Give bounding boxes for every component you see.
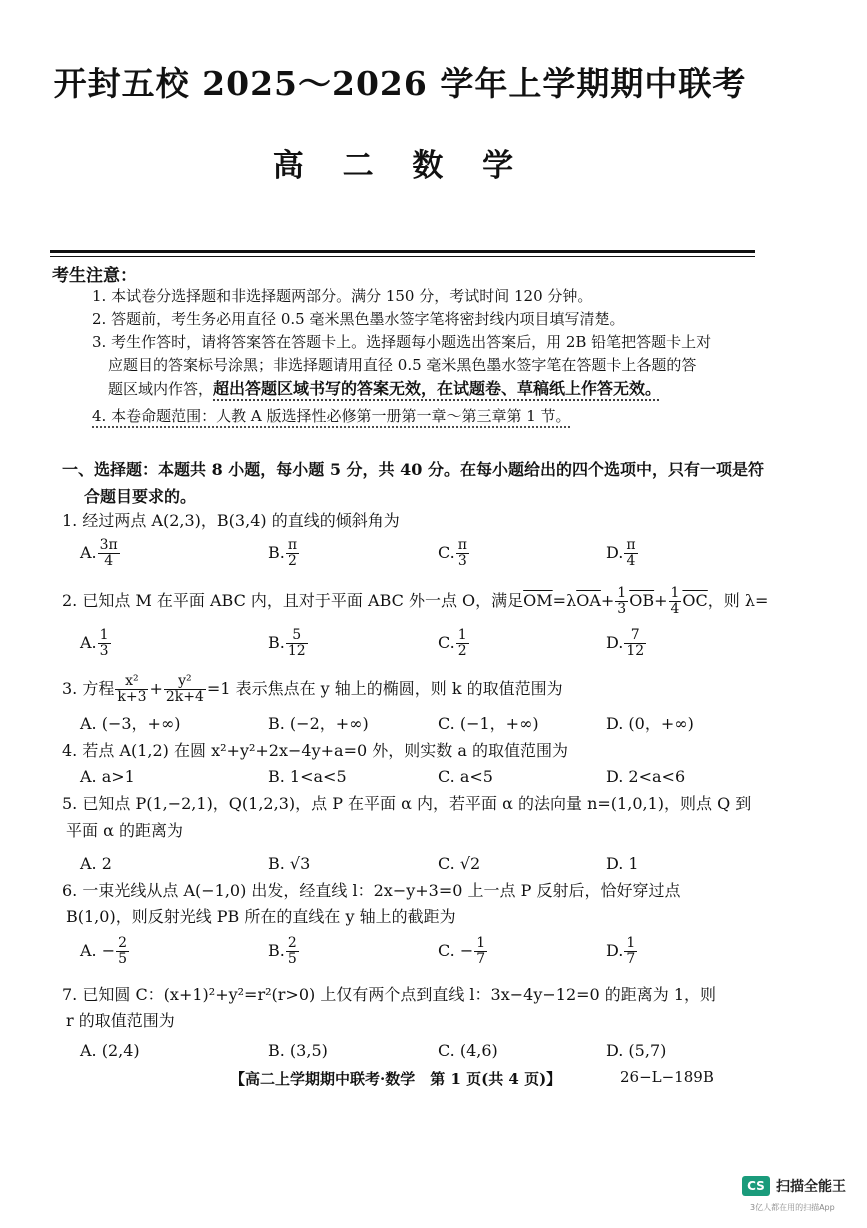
- question-3-option-c: C. (−1，+∞): [438, 714, 539, 733]
- question-6-option-c: C. − $\frac{1}{7}$: [438, 935, 486, 967]
- question-2-option-c: C. $\frac{1}{2}$: [438, 627, 467, 659]
- question-5-option-d: D. 1: [606, 854, 639, 873]
- question-2-option-a: A. $\frac{1}{3}$: [80, 627, 109, 659]
- question-4-stem: 4. 若点 A(1,2) 在圆 x²+y²+2x−4y+a=0 外，则实数 a 的取值范围为: [62, 741, 568, 760]
- notice-item-2: 2. 答题前，考生务必用直径 0.5 毫米黑色墨水签字笔将密封线内项目填写清楚。: [92, 310, 625, 328]
- question-7-option-b: B. (3,5): [268, 1041, 328, 1060]
- notice-item-1: 1. 本试卷分选择题和非选择题两部分。满分 150 分，考试时间 120 分钟。: [92, 287, 593, 305]
- question-1-option-b: B. $\frac{\pi}{2}$: [268, 537, 298, 569]
- notice-item-3-end-text: 题区域内作答，: [108, 380, 214, 398]
- section-heading-line2: 合题目要求的。: [84, 487, 197, 506]
- question-4-option-d: D. 2<a<6: [606, 767, 686, 786]
- header-rule-thick: [50, 250, 755, 253]
- notice-item-3-end: [108, 378, 661, 400]
- question-3-stem: 3. 方程 $\frac{\text{x²}}{k+3}$ + $\frac{\text{y²}}{2k+4}$ =1 表示焦点在 y 轴上的椭圆，则 k 的取值范围为: [62, 673, 563, 705]
- question-2-stem: 2. 已知点 M 在平面 ABC 内，且对于平面 ABC 外一点 O，满足$\overline{OM}=\lambda\overline{OA}+$ $\frac{1}{3}$ $\overline{OB}+$ $\frac{1}{4}$ $\overline{OC}$，则 λ=: [62, 585, 769, 617]
- question-5-line2: 平面 α 的距离为: [66, 821, 183, 840]
- notice-emphasis: 超出答题区域书写的答案无效，在试题卷、草稿纸上作答无效。: [213, 379, 662, 398]
- question-4-option-a: A. a>1: [80, 767, 135, 786]
- scanner-tagline: 3亿人都在用的扫描App: [750, 1203, 835, 1212]
- question-7-option-a: A. (2,4): [80, 1041, 140, 1060]
- scanner-app-name: 扫描全能王: [776, 1179, 846, 1195]
- paper-code: 26−L−189B: [620, 1068, 714, 1086]
- question-3-option-a: A. (−3，+∞): [80, 714, 181, 733]
- question-2-option-b: B. $\frac{5}{12}$: [268, 627, 306, 659]
- question-1-option-d: D. $\frac{\pi}{4}$: [606, 537, 636, 569]
- exam-title: 开封五校 2025～2026 学年上学期期中联考: [53, 64, 747, 103]
- question-5-option-b: B. √3: [268, 854, 311, 873]
- question-1-stem: 1. 经过两点 A(2,3)，B(3,4) 的直线的倾斜角为: [62, 511, 400, 530]
- question-5-line1: 5. 已知点 P(1,−2,1)，Q(1,2,3)，点 P 在平面 α 内，若平面 α 的法向量 n=(1,0,1)，则点 Q 到: [62, 794, 752, 813]
- section-heading: [62, 456, 792, 510]
- notice-item-3: 3. 考生作答时，请将答案答在答题卡上。选择题每小题选出答案后，用 2B 铅笔把答题卡上对: [92, 333, 712, 351]
- question-7-option-d: D. (5,7): [606, 1041, 667, 1060]
- question-7-option-c: C. (4,6): [438, 1041, 498, 1060]
- notice-item-4: 4. 本卷命题范围：人教 A 版选择性必修第一册第一章～第三章第 1 节。: [92, 407, 571, 425]
- question-7-line1: 7. 已知圆 C：(x+1)²+y²=r²(r>0) 上仅有两个点到直线 l：3x−4y−12=0 的距离为 1，则: [62, 985, 717, 1004]
- question-5-option-a: A. 2: [80, 854, 112, 873]
- subject-title: 高 二 数 学: [272, 148, 528, 184]
- question-6-option-a: A. − $\frac{2}{5}$: [80, 935, 128, 967]
- scanner-logo-icon: CS: [742, 1176, 770, 1196]
- question-6-option-b: B. $\frac{2}{5}$: [268, 935, 297, 967]
- question-2-option-d: D. $\frac{7}{12}$: [606, 627, 645, 659]
- question-7-line2: r 的取值范围为: [66, 1011, 175, 1030]
- question-1-option-c: C. $\frac{\pi}{3}$: [438, 537, 467, 569]
- question-6-line2: B(1,0)，则反射光线 PB 所在的直线在 y 轴上的截距为: [66, 907, 456, 926]
- notice-heading: 考生注意：: [52, 266, 137, 286]
- header-rule-thin: [50, 256, 755, 257]
- question-4-option-c: C. a<5: [438, 767, 493, 786]
- question-5-option-c: C. √2: [438, 854, 481, 873]
- question-3-option-b: B. (−2，+∞): [268, 714, 369, 733]
- question-4-option-b: B. 1<a<5: [268, 767, 347, 786]
- page-footer: 【高二上学期期中联考·数学 第 1 页(共 4 页)】: [230, 1070, 562, 1088]
- question-3-option-d: D. (0，+∞): [606, 714, 694, 733]
- question-1-option-a: A. $\frac{3\pi}{4}$: [80, 537, 118, 569]
- question-6-option-d: D. $\frac{1}{7}$: [606, 935, 636, 967]
- section-heading-line1: 一、选择题：本题共 8 小题，每小题 5 分，共 40 分。在每小题给出的四个选项中，只有一项是符: [62, 460, 764, 479]
- question-6-line1: 6. 一束光线从点 A(−1,0) 出发，经直线 l：2x−y+3=0 上一点 P 反射后，恰好穿过点: [62, 881, 681, 900]
- notice-item-3-cont: 应题目的答案标号涂黑；非选择题请用直径 0.5 毫米黑色墨水签字笔在答题卡上各题的答: [108, 356, 697, 374]
